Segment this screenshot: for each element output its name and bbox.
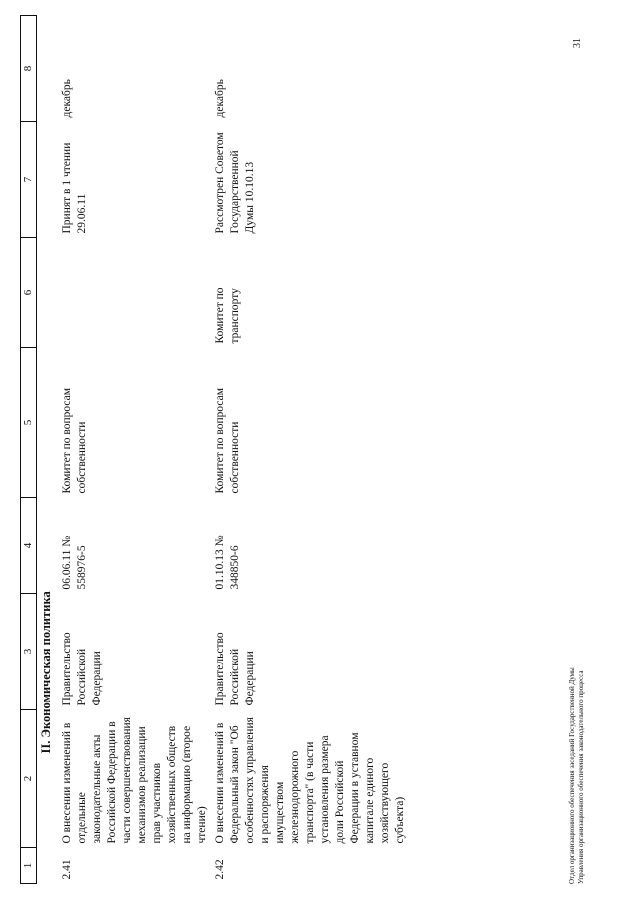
column-number: 3 (21, 594, 37, 710)
initiator: Правительство Российской Федерации (61, 632, 103, 706)
column-number: 6 (21, 238, 37, 348)
bill-title: О внесении изменений в Федеральный закон "Об особенностях управления и распоряжения имуществом железнодорожного транспорта" (в части установления размера доли Российской Федерации в уставном капитале единого хозяйствующего субъекта) (214, 717, 406, 844)
footer-line: Управления организационного обеспечения законодательного процесса (577, 670, 585, 884)
section-title: II. Экономическая политика (39, 591, 53, 754)
column-number: 1 (21, 848, 37, 884)
table-row (211, 16, 409, 884)
column-number: 4 (21, 498, 37, 594)
bill-status: Рассмотрен Советом Государственной Думы 10.10.13 (214, 132, 256, 234)
page-number: 31 (572, 38, 583, 48)
bill-status: Принят в 1 чтении 29.06.11 (61, 142, 88, 234)
initiator: Правительство Российской Федерации (214, 632, 256, 706)
responsible-committee: Комитет по вопросам собственности (61, 387, 88, 494)
legislation-table (20, 15, 409, 884)
row-number: 2.42 (214, 859, 226, 880)
table-row (58, 16, 211, 884)
column-number: 2 (21, 710, 37, 848)
column-number: 5 (21, 348, 37, 498)
co-executor (58, 238, 211, 348)
column-number-header-row (21, 16, 37, 884)
co-executor: Комитет по транспорту (214, 287, 241, 344)
column-number: 7 (21, 122, 37, 238)
column-number: 8 (21, 16, 37, 122)
term: декабрь (61, 79, 73, 118)
term: декабрь (214, 79, 226, 118)
footer-line: Отдел организационного обеспечения заседаний Государственной Думы (568, 667, 576, 884)
footer (568, 404, 586, 884)
responsible-committee: Комитет по вопросам собственности (214, 387, 241, 494)
registration: 06.06.11 № 558976-5 (61, 535, 88, 590)
registration: 01.10.13 № 348850-6 (214, 535, 241, 590)
row-number: 2.41 (61, 859, 73, 880)
rotated-landscape-content (20, 14, 585, 884)
section-row (37, 16, 59, 884)
bill-title: О внесении изменений в отдельные законодательные акты Российской Федерации в части совершенствования механизмов реализации прав участников хозяйственных обществ на информацию (второе чтение) (61, 717, 208, 844)
